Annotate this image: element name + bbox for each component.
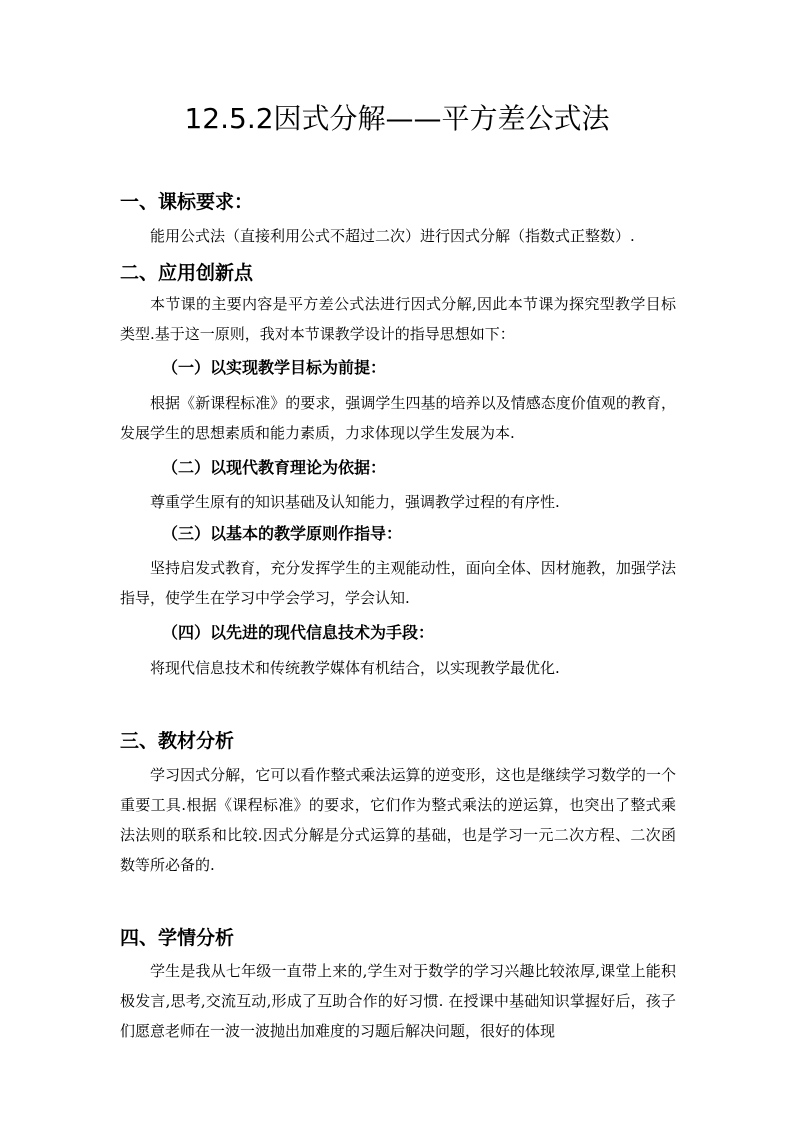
section1-heading: 一、课标要求： bbox=[120, 191, 254, 213]
point4-heading: （四）以先进的现代信息技术为手段： bbox=[162, 623, 435, 642]
section3-body: 学习因式分解，它可以看作整式乘法运算的逆变形，这也是继续学习数学的一个重要工具.根据《课程标准》的要求，它们作为整式乘法的逆运算，也突出了整式乘法法则的联系和比较.因式分解是分式运算的基础，也是学习一元二次方程、二次函数等所必备的. bbox=[120, 766, 676, 874]
section4-body: 学生是我从七年级一直带上来的,学生对于数学的学习兴趣比较浓厚,课堂上能积极发言,思考,交流互动,形成了互助合作的好习惯. 在授课中基础知识掌握好后，孩子们愿意老师在一波一波抛出加难度的习题后解决问题，很好的体现 bbox=[120, 962, 676, 1040]
section2-intro: 本节课的主要内容是平方差公式法进行因式分解,因此本节课为探究型教学目标类型.基于这一原则，我对本节课教学设计的指导思想如下： bbox=[120, 295, 676, 343]
point3-body: 坚持启发式教育，充分发挥学生的主观能动性，面向全体、因材施教，加强学法指导，使学生在学习中学会学习，学会认知. bbox=[120, 559, 676, 607]
section3-heading: 三、教材分析 bbox=[120, 730, 235, 752]
point2-body: 尊重学生原有的知识基础及认知能力，强调教学过程的有序性. bbox=[150, 493, 560, 511]
point1-heading: （一）以实现教学目标为前提： bbox=[162, 358, 387, 377]
section1-body: 能用公式法（直接利用公式不超过二次）进行因式分解（指数式正整数）. bbox=[150, 227, 635, 245]
point4-body: 将现代信息技术和传统教学媒体有机结合，以实现教学最优化. bbox=[150, 659, 560, 677]
point3-heading: （三）以基本的教学原则作指导： bbox=[162, 524, 403, 543]
point2-heading: （二）以现代教育理论为依据： bbox=[162, 458, 387, 477]
section4-heading: 四、学情分析 bbox=[120, 927, 235, 949]
section2-heading: 二、应用创新点 bbox=[120, 262, 254, 284]
point1-body: 根据《新课程标准》的要求，强调学生四基的培养以及情感态度价值观的教育，发展学生的思想素质和能力素质，力求体现以学生发展为本. bbox=[120, 394, 676, 442]
document-title: 12.5.2因式分解——平方差公式法 bbox=[184, 102, 610, 135]
